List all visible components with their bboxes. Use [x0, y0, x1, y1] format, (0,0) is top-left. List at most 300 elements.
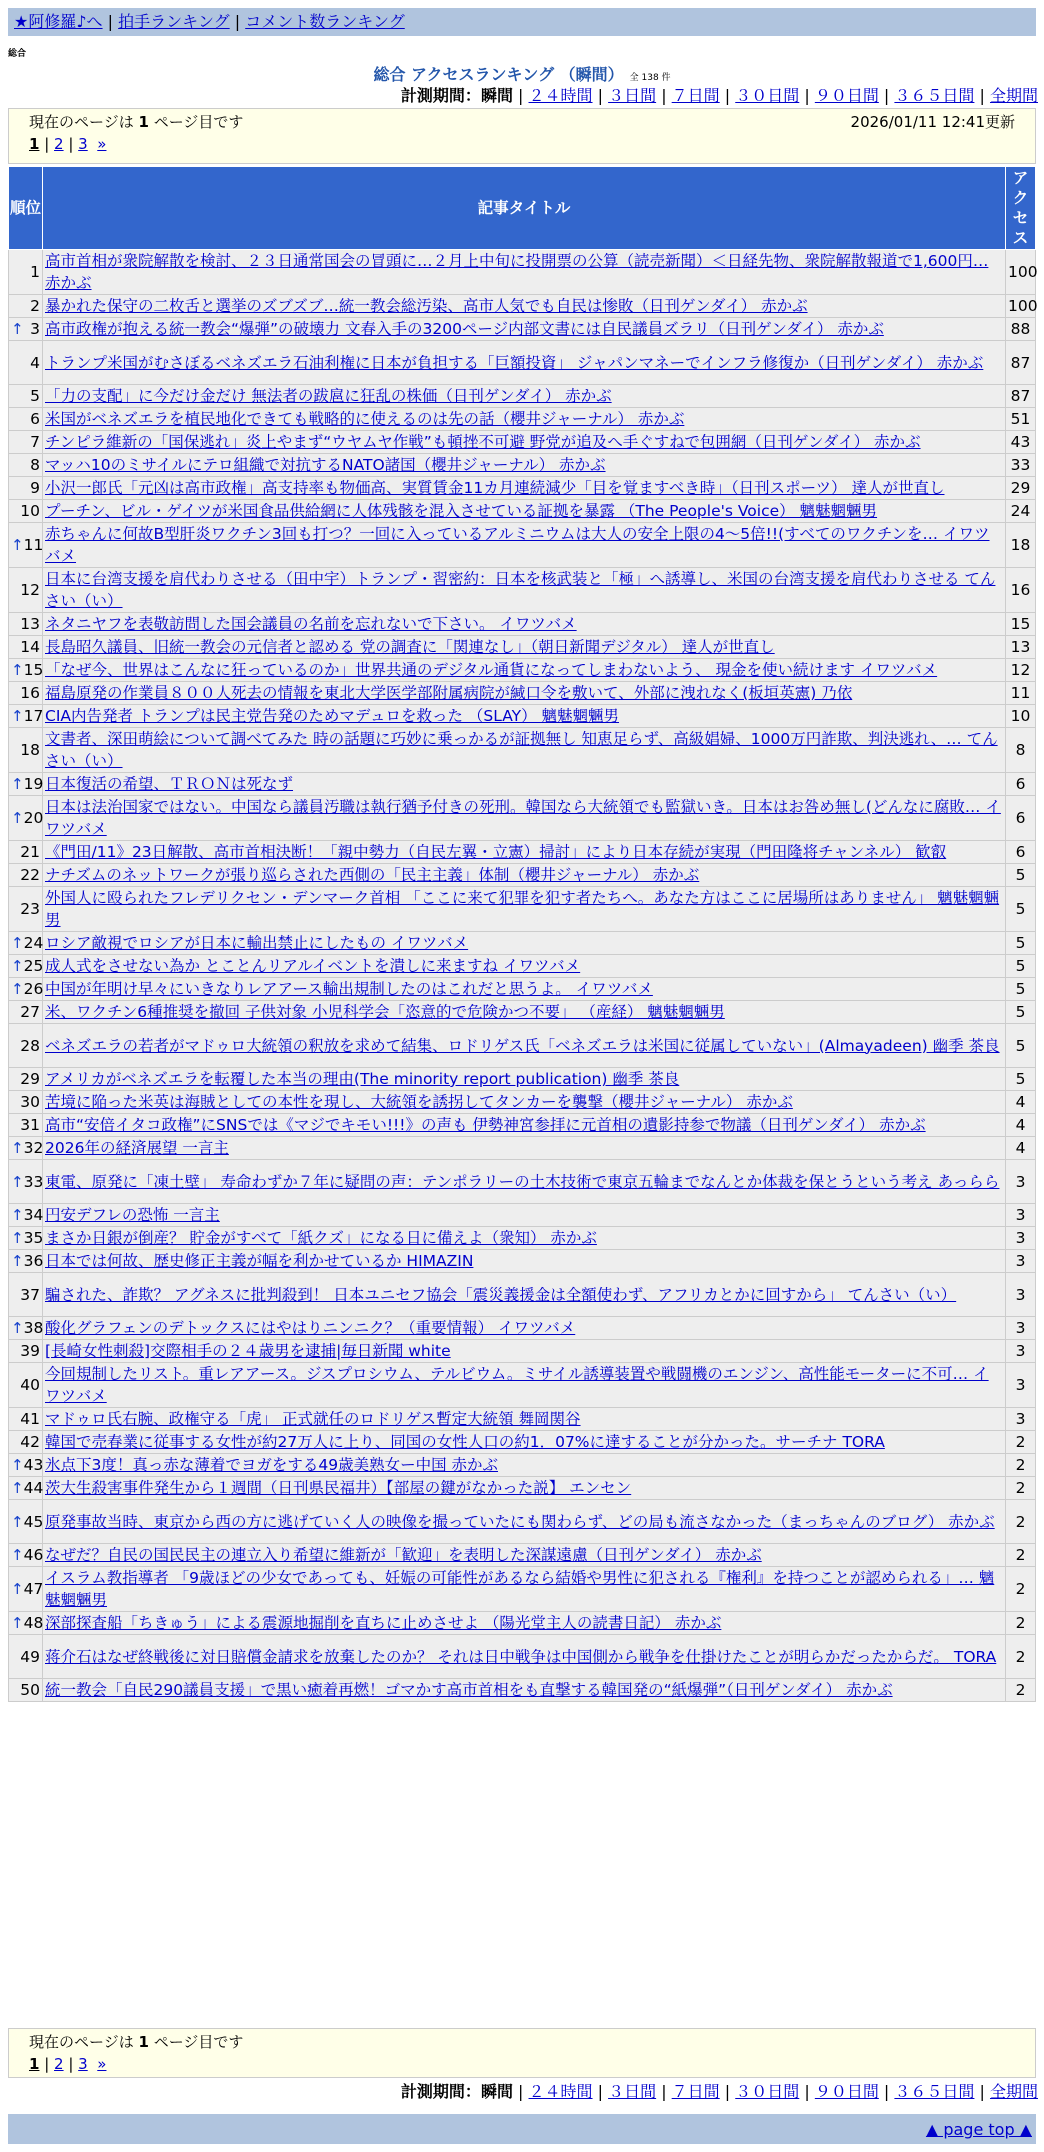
access-count: 4 — [1006, 1114, 1036, 1137]
article-link[interactable]: プーチン、ビル・ゲイツが米国食品供給網に人体残骸を混入させている証拠を暴露 （The People's Voice） 魑魅魍魎男 — [45, 502, 878, 520]
page-top-link[interactable]: ▲ page top ▲ — [925, 2120, 1032, 2139]
period-separator: | — [974, 2082, 990, 2101]
rank-cell — [9, 1567, 43, 1612]
page-title-row — [0, 62, 1044, 85]
article-link[interactable]: 高市政権が抱える統一教会“爆弾”の破壊力 文春入手の3200ページ内部文書には自民議員ズラリ（日刊ゲンダイ） 赤かぶ — [45, 320, 884, 338]
period-link[interactable]: 全期間 — [989, 2082, 1038, 2101]
article-link[interactable]: 小沢一郎氏「元凶は高市政権」高支持率も物価高、実質賃金11カ月連続減少「目を覚ますべき時」（日刊スポーツ） 達人が世直し — [45, 479, 945, 497]
article-link[interactable]: まさか日銀が倒産？ 貯金がすべて「紙クズ」になる日に備えよ（衆知） 赤かぶ — [45, 1229, 597, 1247]
status-suffix: ページ目です — [148, 113, 244, 131]
article-link[interactable]: ナチズムのネットワークが張り巡らされた西側の「民主主義」体制（櫻井ジャーナル） 赤かぶ — [45, 866, 700, 884]
table-row — [9, 1340, 1036, 1363]
article-link[interactable]: 統一教会「自民290議員支援」で黒い癒着再燃！ゴマかす高市首相をも直撃する韓国発の“紙爆弾”（日刊ゲンダイ） 赤かぶ — [45, 1681, 893, 1699]
rank-cell — [9, 841, 43, 864]
access-count: 3 — [1006, 1340, 1036, 1363]
page-link[interactable]: 3 — [78, 2055, 88, 2073]
table-row — [9, 864, 1036, 887]
article-link[interactable]: 成人式をさせない為か とことんリアルイベントを潰しに来ますね イワツバメ — [45, 957, 581, 975]
rank-cell — [9, 1001, 43, 1024]
page-current: 1 — [29, 135, 40, 153]
title-cell — [43, 955, 1006, 978]
period-selector-top — [401, 86, 1038, 106]
article-link[interactable]: なぜだ？自民の国民民主の連立入り希望に維新が「歓迎」を表明した深謀遠慮（日刊ゲンダイ） 赤かぶ — [45, 1546, 762, 1564]
rank-cell — [9, 887, 43, 932]
access-count: 6 — [1006, 841, 1036, 864]
period-separator: | — [512, 86, 529, 105]
rank-cell — [9, 1454, 43, 1477]
updated-time: 2026/01/11 12:41更新 — [850, 113, 1015, 131]
title-cell — [43, 773, 1006, 796]
rank-number: 40 — [20, 1376, 40, 1394]
table-row — [9, 1114, 1036, 1137]
period-link[interactable]: ７日間 — [671, 2082, 720, 2101]
title-cell — [43, 1679, 1006, 1702]
rank-cell — [9, 454, 43, 477]
access-count: 3 — [1006, 1273, 1036, 1317]
access-count: 5 — [1006, 1024, 1036, 1068]
period-label: 計測期間： — [400, 2082, 481, 2101]
period-separator: | — [719, 86, 736, 105]
article-link[interactable]: 深部探査船「ちきゅう」による震源地掘削を直ちに止めさせよ （陽光堂主人の読書日記） 赤かぶ — [45, 1614, 722, 1632]
article-link[interactable]: 2026年の経済展望 一言主 — [45, 1139, 229, 1157]
table-row — [9, 659, 1036, 682]
table-row — [9, 1204, 1036, 1227]
rank-number: 43 — [23, 1456, 44, 1474]
title-cell — [43, 728, 1006, 773]
rank-number: 23 — [20, 900, 40, 918]
table-row — [9, 341, 1036, 385]
title-cell — [43, 659, 1006, 682]
table-row — [9, 1068, 1036, 1091]
access-count: 3 — [1006, 1250, 1036, 1273]
article-link[interactable]: 文書者、深田萌絵について調べてみた 時の話題に巧妙に乗っかるが証拠無し 知恵足らず、高級娼婦、1000万円詐欺、判決逃れ、… てんさい（い） — [45, 730, 998, 770]
period-current: 瞬間 — [480, 2082, 513, 2101]
access-count: 2 — [1006, 1679, 1036, 1702]
period-separator: | — [974, 86, 990, 105]
article-link[interactable]: 茨大生殺害事件発生から１週間（日刊県民福井）【部屋の鍵がなかった説】 エンセン — [45, 1479, 632, 1497]
article-link[interactable]: マッハ10のミサイルにテロ組織で対抗するNATO諸国（櫻井ジャーナル） 赤かぶ — [45, 456, 606, 474]
title-cell — [43, 1454, 1006, 1477]
title-cell — [43, 1500, 1006, 1544]
title-cell — [43, 1408, 1006, 1431]
page-separator: | — [39, 2055, 55, 2073]
rank-number: 24 — [23, 934, 44, 952]
rank-up-arrow-icon: ↑ — [11, 320, 24, 338]
rank-number: 47 — [23, 1580, 44, 1598]
article-link[interactable]: 長島昭久議員、旧統一教会の元信者と認める 党の調査に「関連なし」（朝日新聞デジタル） 達人が世直し — [45, 638, 775, 656]
table-row — [9, 1635, 1036, 1679]
table-row — [9, 1024, 1036, 1068]
article-link[interactable]: 「力の支配」に今だけ金だけ 無法者の跋扈に狂乱の株価（日刊ゲンダイ） 赤かぶ — [45, 387, 612, 405]
article-link[interactable]: ロシア敵視でロシアが日本に輸出禁止にしたもの イワツバメ — [45, 934, 469, 952]
table-row — [9, 1679, 1036, 1702]
current-page-number: 1 — [138, 2033, 149, 2051]
access-count: 13 — [1006, 636, 1036, 659]
title-cell — [43, 1635, 1006, 1679]
rank-up-arrow-icon: ↑ — [11, 1614, 24, 1632]
period-separator: | — [799, 2082, 815, 2101]
article-link[interactable]: 酸化グラフェンのデトックスにはやはりニンニク？（重要情報） イワツバメ — [45, 1319, 576, 1337]
article-link[interactable]: アメリカがベネズエラを転覆した本当の理由(The minority report publication) 幽季 茶良 — [45, 1070, 680, 1088]
article-link[interactable]: チンピラ維新の「国保逃れ」炎上やまず“ウヤムヤ作戦”も頓挫不可避 野党が追及へ手ぐすねで包囲網（日刊ゲンダイ） 赤かぶ — [45, 433, 921, 451]
article-link[interactable]: 赤ちゃんに何故B型肝炎ワクチン3回も打つ？一回に入っているアルミニウムは大人の安全上限の4〜5倍!!(すべてのワクチンを… イワツバメ — [45, 525, 990, 565]
period-current: 瞬間 — [480, 86, 513, 105]
rank-cell — [9, 1091, 43, 1114]
article-link[interactable]: 「なぜ今、世界はこんなに狂っているのか」世界共通のデジタル通貨になってしまわないよう、 現金を使い続けます イワツバメ — [45, 661, 938, 679]
title-cell — [43, 1250, 1006, 1273]
rank-cell — [9, 523, 43, 568]
article-link[interactable]: 米国がベネズエラを植民地化できても戦略的に使えるのは先の話（櫻井ジャーナル） 赤かぶ — [45, 410, 685, 428]
rank-number: 13 — [20, 615, 40, 633]
access-count: 5 — [1006, 1001, 1036, 1024]
article-link[interactable]: 日本復活の希望、ＴＲＯＮは死なず — [45, 775, 294, 793]
table-header-row — [9, 167, 1036, 250]
rank-number: 45 — [23, 1512, 44, 1531]
rank-number: 12 — [20, 581, 40, 599]
table-row — [9, 1137, 1036, 1160]
table-row — [9, 500, 1036, 523]
rank-number: 6 — [30, 410, 40, 428]
current-page-number: 1 — [138, 113, 149, 131]
period-link[interactable]: ２４時間 — [528, 2082, 593, 2101]
article-link[interactable]: ベネズエラの若者がマドゥロ大統領の釈放を求めて結集、ロドリゲス氏「ベネズエラは米国に従属していない」(Almayadeen) 幽季 茶良 — [45, 1036, 1000, 1055]
access-count: 11 — [1006, 682, 1036, 705]
access-count: 5 — [1006, 887, 1036, 932]
rank-number: 25 — [23, 957, 44, 975]
page-separator: | — [63, 2055, 79, 2073]
page-link[interactable]: 2 — [54, 2055, 64, 2073]
title-cell — [43, 796, 1006, 841]
title-cell — [43, 1567, 1006, 1612]
period-separator: | — [878, 2082, 895, 2101]
rank-number: 28 — [20, 1036, 40, 1055]
title-cell — [43, 978, 1006, 1001]
access-count: 15 — [1006, 613, 1036, 636]
table-row — [9, 1500, 1036, 1544]
rank-number: 2 — [30, 297, 40, 315]
title-cell — [43, 500, 1006, 523]
rank-cell — [9, 477, 43, 500]
rank-up-arrow-icon: ↑ — [11, 1512, 24, 1531]
pagination-bottom — [29, 2053, 1015, 2075]
rank-cell — [9, 1431, 43, 1454]
rank-cell — [9, 932, 43, 955]
title-cell — [43, 431, 1006, 454]
access-count: 3 — [1006, 1204, 1036, 1227]
article-link[interactable]: 日本では何故、歴史修正主義が幅を利かせているか HIMAZIN — [45, 1252, 474, 1270]
title-cell — [43, 932, 1006, 955]
rank-up-arrow-icon: ↑ — [11, 957, 24, 975]
rank-up-arrow-icon: ↑ — [11, 1546, 24, 1564]
article-link[interactable]: CIA内告発者 トランプは民主党告発のためマデュロを救った （SLAY） 魑魅魍魎男 — [45, 707, 620, 725]
title-cell — [43, 636, 1006, 659]
access-count: 4 — [1006, 1091, 1036, 1114]
access-count: 2 — [1006, 1454, 1036, 1477]
period-selector-bottom — [401, 2082, 1038, 2102]
period-separator: | — [656, 2082, 672, 2101]
rank-up-arrow-icon: ↑ — [11, 536, 24, 554]
rank-cell — [9, 1273, 43, 1317]
rank-cell — [9, 1340, 43, 1363]
applause-ranking-link[interactable]: 拍手ランキング — [118, 12, 230, 31]
title-cell — [43, 318, 1006, 341]
period-link[interactable]: 全期間 — [989, 86, 1038, 105]
rank-cell — [9, 295, 43, 318]
rank-cell — [9, 341, 43, 385]
rank-number: 32 — [23, 1139, 44, 1157]
title-cell — [43, 1273, 1006, 1317]
title-cell — [43, 568, 1006, 613]
access-count: 33 — [1006, 454, 1036, 477]
table-row — [9, 1431, 1036, 1454]
rank-number: 11 — [23, 536, 44, 554]
rank-number: 41 — [20, 1410, 40, 1428]
title-cell — [43, 1001, 1006, 1024]
page-link[interactable]: 3 — [78, 135, 88, 153]
article-link[interactable]: イスラム教指導者 「9歳ほどの少女であっても、妊娠の可能性があるなら結婚や男性に犯される『権利』を持つことが認められる」… 魑魅魍魎男 — [45, 1569, 995, 1609]
rank-cell — [9, 636, 43, 659]
title-cell — [43, 250, 1006, 295]
rank-number: 4 — [30, 353, 40, 372]
rank-number: 38 — [23, 1319, 44, 1337]
title-cell — [43, 705, 1006, 728]
access-count: 3 — [1006, 1363, 1036, 1408]
rank-number: 8 — [30, 456, 40, 474]
access-count: 87 — [1006, 341, 1036, 385]
access-count: 6 — [1006, 773, 1036, 796]
article-link[interactable]: [長崎女性刺殺]交際相手の２４歳男を逮捕|毎日新聞 white — [45, 1342, 451, 1360]
period-link[interactable]: ２４時間 — [528, 86, 593, 105]
title-cell — [43, 385, 1006, 408]
period-link[interactable]: ７日間 — [671, 86, 720, 105]
article-link[interactable]: 東電、原発に「凍土壁」 寿命わずか７年に疑問の声：テンポラリーの土木技術で東京五輪までなんとか体裁を保とうという考え あっらら — [45, 1172, 1000, 1191]
access-count: 18 — [1006, 523, 1036, 568]
rank-cell — [9, 705, 43, 728]
article-link[interactable]: 苦境に陥った米英は海賊としての本性を現し、大統領を誘拐してタンカーを襲撃（櫻井ジャーナル） 赤かぶ — [45, 1093, 793, 1111]
home-link[interactable]: ★阿修羅♪へ — [14, 12, 103, 31]
access-count: 87 — [1006, 385, 1036, 408]
period-link[interactable]: ９０日間 — [814, 2082, 879, 2101]
category-label: 総合 — [8, 49, 27, 59]
article-link[interactable]: 騙された、詐欺？ アグネスに批判殺到！ 日本ユニセフ協会「震災義援金は全額使わず、アフリカとかに回すから」 てんさい（い） — [45, 1285, 957, 1304]
title-cell — [43, 1612, 1006, 1635]
ranking-table — [8, 166, 1036, 1702]
table-row — [9, 568, 1036, 613]
rank-up-arrow-icon: ↑ — [11, 1580, 24, 1598]
title-cell — [43, 1024, 1006, 1068]
rank-cell — [9, 568, 43, 613]
access-count: 5 — [1006, 1068, 1036, 1091]
rank-number: 10 — [20, 502, 40, 520]
rank-number: 9 — [30, 479, 40, 497]
title-cell — [43, 454, 1006, 477]
rank-up-arrow-icon: ↑ — [11, 1172, 24, 1191]
rank-cell — [9, 1137, 43, 1160]
article-link[interactable]: 暴かれた保守の二枚舌と選挙のズブズブ…統一教会総汚染、高市人気でも自民は惨敗（日刊ゲンダイ） 赤かぶ — [45, 297, 808, 315]
title-cell — [43, 841, 1006, 864]
title-cell — [43, 1544, 1006, 1567]
article-link[interactable]: 米、ワクチン6種推奨を撤回 子供対象 小児科学会「恣意的で危険かつ不要」 （産経） 魑魅魍魎男 — [45, 1003, 725, 1021]
table-row — [9, 454, 1036, 477]
article-link[interactable]: 外国人に殴られたフレデリクセン・デンマーク首相 「ここに来て犯罪を犯す者たちへ。あなた方はここに居場所はありません」 魑魅魍魎男 — [45, 889, 1000, 929]
rank-cell — [9, 864, 43, 887]
table-row — [9, 1363, 1036, 1408]
period-link[interactable]: ３０日間 — [735, 86, 800, 105]
header-access: アクセス — [1006, 167, 1036, 250]
rank-number: 1 — [30, 263, 40, 281]
access-count: 100 — [1006, 250, 1036, 295]
table-row — [9, 295, 1036, 318]
article-link[interactable]: トランプ米国がむさぼるベネズエラ石油利権に日本が負担する「巨額投資」 ジャパンマネーでインフラ修復か（日刊ゲンダイ） 赤かぶ — [45, 353, 984, 372]
article-link[interactable]: ネタニヤフを表敬訪問した国会議員の名前を忘れないで下さい。 イワツバメ — [45, 615, 577, 633]
period-link[interactable]: ３０日間 — [735, 2082, 800, 2101]
period-link[interactable]: ３６５日間 — [894, 2082, 975, 2101]
title-cell — [43, 1340, 1006, 1363]
article-link[interactable]: 日本は法治国家ではない。中国なら議員汚職は執行猶予付きの死刑。韓国なら大統領でも監獄いき。日本はお咎め無し(どんなに腐敗… イワツバメ — [45, 798, 1001, 838]
rank-number: 39 — [20, 1342, 40, 1360]
article-link[interactable]: 福島原発の作業員８００人死去の情報を東北大学医学部附属病院が緘口令を敷いて、外部に洩れなく(板垣英憲) 乃依 — [45, 684, 853, 702]
title-cell — [43, 408, 1006, 431]
article-link[interactable]: 氷点下3度！真っ赤な薄着でヨガをする49歳美熟女ー中国 赤かぶ — [45, 1456, 499, 1474]
table-row — [9, 250, 1036, 295]
access-count: 3 — [1006, 1408, 1036, 1431]
table-row — [9, 1091, 1036, 1114]
title-cell — [43, 477, 1006, 500]
title-cell — [43, 523, 1006, 568]
comment-ranking-link[interactable]: コメント数ランキング — [245, 12, 405, 31]
rank-cell — [9, 250, 43, 295]
rank-cell — [9, 431, 43, 454]
rank-cell — [9, 408, 43, 431]
article-link[interactable]: マドゥロ氏右腕、政権守る「虎」 正式就任のロドリゲス暫定大統領 舞岡関谷 — [45, 1410, 581, 1428]
page-next-link[interactable]: » — [97, 2055, 107, 2073]
period-separator: | — [878, 86, 895, 105]
rank-number: 7 — [30, 433, 40, 451]
table-row — [9, 1160, 1036, 1204]
rank-cell — [9, 1477, 43, 1500]
period-link[interactable]: ３日間 — [608, 86, 657, 105]
rank-number: 14 — [20, 638, 40, 656]
title-cell — [43, 1068, 1006, 1091]
rank-up-arrow-icon: ↑ — [11, 1139, 24, 1157]
rank-number: 46 — [23, 1546, 44, 1564]
page-separator — [88, 2055, 98, 2073]
rank-number: 34 — [23, 1206, 44, 1224]
article-link[interactable]: 《門田/11》23日解散、高市首相決断！「親中勢力（自民左翼・立憲）掃討」により日本存続が実現（門田隆将チャンネル） 歓叡 — [45, 843, 947, 861]
rank-up-arrow-icon: ↑ — [11, 1479, 24, 1497]
rank-number: 26 — [23, 980, 44, 998]
rank-number: 44 — [23, 1479, 44, 1497]
rank-number: 31 — [20, 1116, 40, 1134]
title-cell — [43, 1317, 1006, 1340]
table-row — [9, 1567, 1036, 1612]
status-prefix: 現在のページは — [29, 2033, 139, 2051]
access-count: 29 — [1006, 477, 1036, 500]
page-status — [29, 2031, 1015, 2053]
access-count: 100 — [1006, 295, 1036, 318]
access-count: 12 — [1006, 659, 1036, 682]
period-link[interactable]: ９０日間 — [814, 86, 879, 105]
pagination-top — [29, 133, 1015, 155]
table-row — [9, 613, 1036, 636]
table-row — [9, 477, 1036, 500]
access-count: 4 — [1006, 1137, 1036, 1160]
rank-number: 5 — [30, 387, 40, 405]
title-cell — [43, 1227, 1006, 1250]
rank-cell — [9, 1068, 43, 1091]
title-cell — [43, 682, 1006, 705]
rank-number: 29 — [20, 1070, 40, 1088]
rank-number: 50 — [20, 1681, 40, 1699]
access-count: 6 — [1006, 796, 1036, 841]
article-link[interactable]: 中国が年明け早々にいきなりレアアース輸出規制したのはこれだと思うよ。 イワツバメ — [45, 980, 653, 998]
page-link[interactable]: 2 — [54, 135, 64, 153]
rank-up-arrow-icon: ↑ — [11, 775, 24, 793]
article-link[interactable]: 円安デフレの恐怖 一言主 — [45, 1206, 220, 1224]
access-count: 8 — [1006, 728, 1036, 773]
page-next-link[interactable]: » — [97, 135, 107, 153]
table-row — [9, 773, 1036, 796]
status-prefix: 現在のページは — [29, 113, 139, 131]
total-count: 全 138 件 — [629, 73, 671, 83]
article-link[interactable]: 蒋介石はなぜ終戦後に対日賠償金請求を放棄したのか？ それは日中戦争は中国側から戦争を仕掛けたことが明らかだったからだ。 TORA — [45, 1647, 997, 1666]
article-link[interactable]: 高市首相が衆院解散を検討、２３日通常国会の冒頭に…２月上中旬に投開票の公算（読売新聞）＜日経先物、衆院解散報道で1,600円… 赤かぶ — [45, 252, 989, 292]
article-link[interactable]: 日本に台湾支援を肩代わりさせる（田中宇）トランプ・習密約：日本を核武装と「極」へ誘導し、米国の台湾支援を肩代わりさせる てんさい（い） — [45, 570, 996, 610]
period-link[interactable]: ３６５日間 — [894, 86, 975, 105]
rank-number: 19 — [23, 775, 44, 793]
table-row — [9, 431, 1036, 454]
access-count: 16 — [1006, 568, 1036, 613]
rank-number: 17 — [23, 707, 44, 725]
page-current: 1 — [29, 2055, 40, 2073]
access-count: 2 — [1006, 1612, 1036, 1635]
article-link[interactable]: 原発事故当時、東京から西の方に逃げていく人の映像を撮っていたにも関わらず、どの局も流さなかった（まっちゃんのブログ） 赤かぶ — [45, 1512, 995, 1531]
rank-up-arrow-icon: ↑ — [11, 707, 24, 725]
rank-cell — [9, 682, 43, 705]
title-cell — [43, 887, 1006, 932]
table-row — [9, 978, 1036, 1001]
table-row — [9, 841, 1036, 864]
footer-bar — [8, 2114, 1036, 2144]
rank-number: 35 — [23, 1229, 44, 1247]
rank-cell — [9, 659, 43, 682]
header-title: 記事タイトル — [43, 167, 1006, 250]
table-row — [9, 932, 1036, 955]
article-link[interactable]: 今回規制したリスト。重レアアース。ジスプロシウム、テルビウム。ミサイル誘導装置や戦闘機のエンジン、高性能モーターに不可… イワツバメ — [45, 1365, 989, 1405]
header-rank: 順位 — [9, 167, 43, 250]
rank-number: 27 — [20, 1003, 40, 1021]
title-cell — [43, 1363, 1006, 1408]
access-count: 5 — [1006, 955, 1036, 978]
rank-up-arrow-icon: ↑ — [11, 980, 24, 998]
table-row — [9, 682, 1036, 705]
page-title: 総合 アクセスランキング （瞬間） — [373, 65, 624, 84]
article-link[interactable]: 高市“安倍イタコ政権”にSNSでは《マジでキモい!!!》の声も 伊勢神宮参拝に元首相の遺影持参で物議（日刊ゲンダイ） 赤かぶ — [45, 1116, 926, 1134]
page-info-bottom — [8, 2028, 1036, 2078]
access-count: 88 — [1006, 318, 1036, 341]
article-link[interactable]: 韓国で売春業に従事する女性が約27万人に上り、同国の女性人口の約1．07%に達することが分かった。サーチナ TORA — [45, 1433, 885, 1451]
access-count: 51 — [1006, 408, 1036, 431]
period-link[interactable]: ３日間 — [608, 2082, 657, 2101]
access-count: 2 — [1006, 1544, 1036, 1567]
rank-cell — [9, 1635, 43, 1679]
top-nav-bar — [8, 8, 1036, 36]
access-count: 2 — [1006, 1567, 1036, 1612]
rank-number: 48 — [23, 1614, 44, 1632]
page-info-top — [8, 108, 1036, 164]
rank-cell — [9, 773, 43, 796]
rank-number: 33 — [23, 1172, 44, 1191]
